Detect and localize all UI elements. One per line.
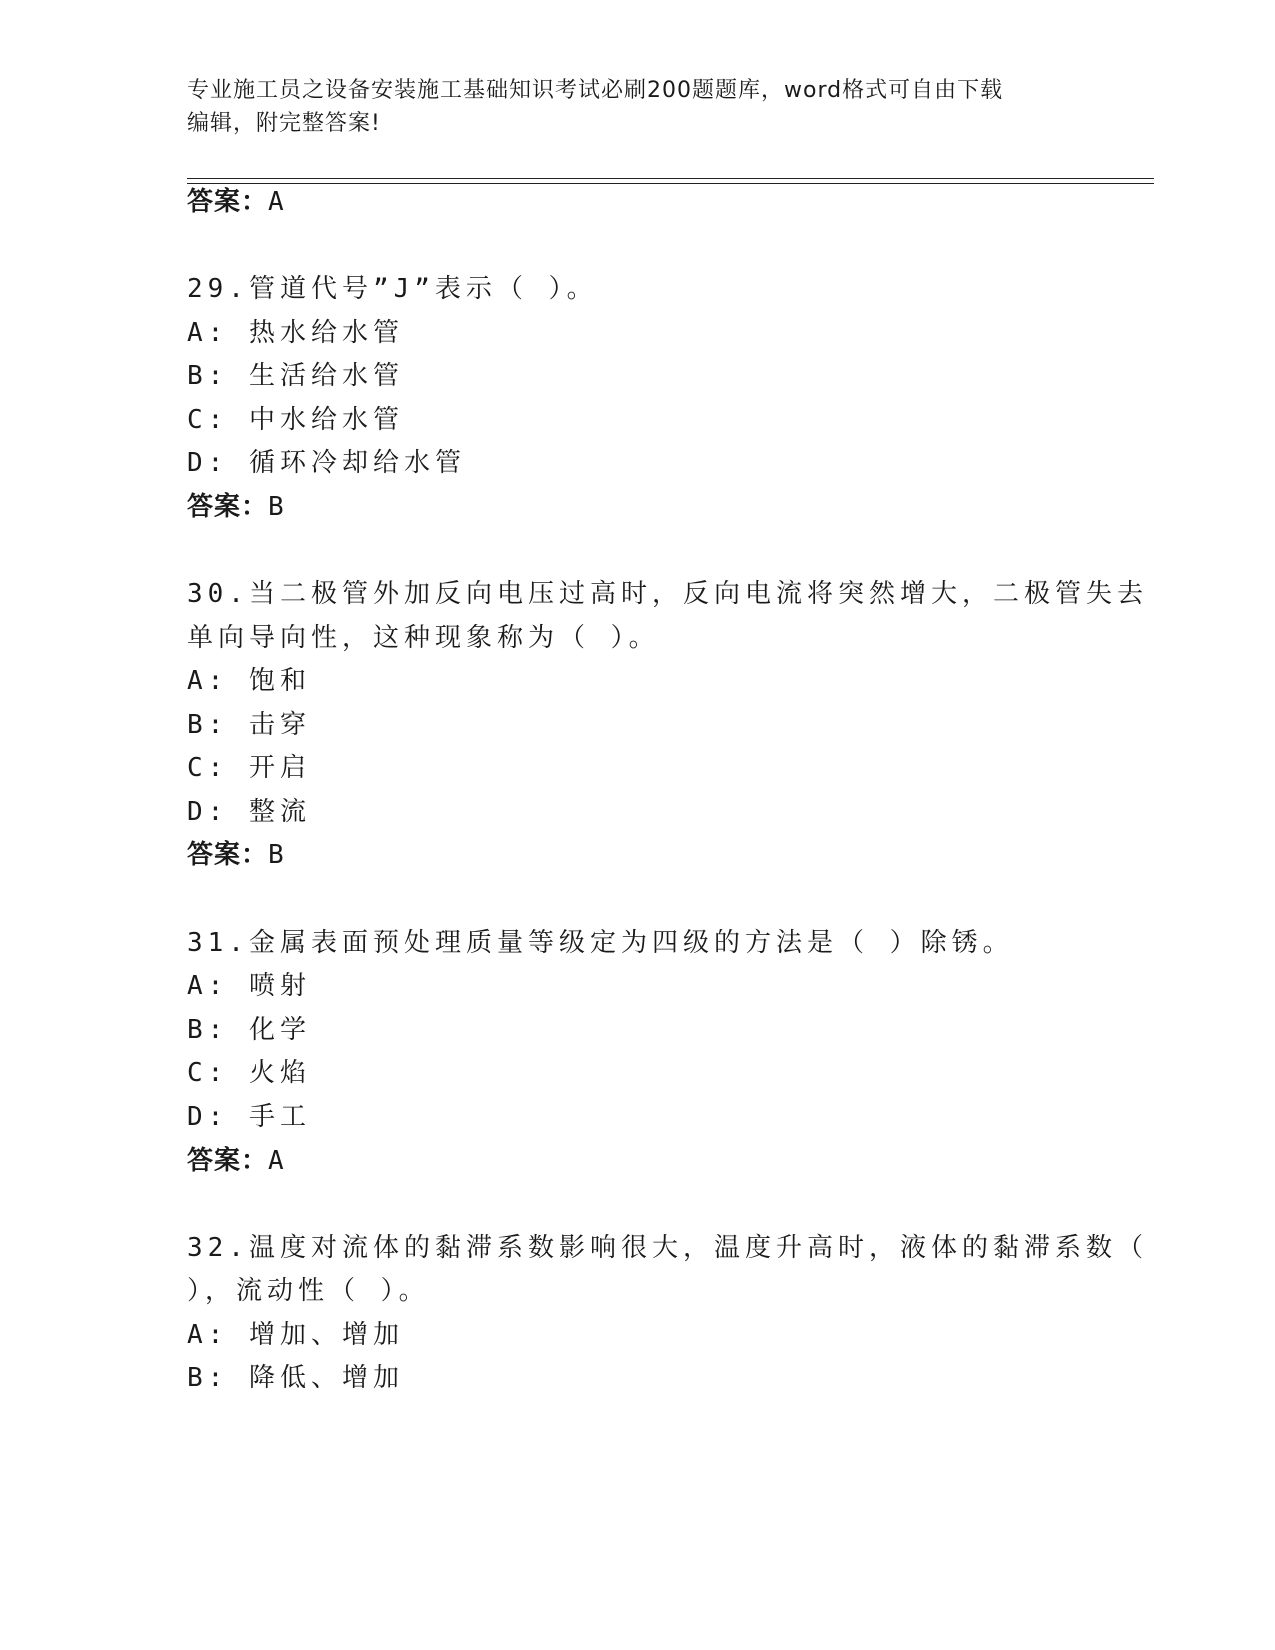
answer-label: 答案： — [187, 840, 269, 870]
question-29-stem: 29.管道代号”J”表示（ ）。 — [187, 274, 598, 304]
answer-value: B — [268, 840, 285, 870]
question-29-option-c: C: 中水给水管 — [187, 405, 404, 435]
question-31-option-d: D: 手工 — [187, 1102, 311, 1132]
question-30-option-c: C: 开启 — [187, 753, 311, 783]
question-31-option-c: C: 火焰 — [187, 1058, 311, 1088]
answer-value: B — [268, 492, 285, 522]
answer-31 — [187, 1145, 285, 1177]
question-30-option-d: D: 整流 — [187, 797, 311, 827]
question-30-stem-line-1: 30.当二极管外加反向电压过高时，反向电流将突然增大，二极管失去 — [187, 579, 1148, 609]
header-line-1: 专业施工员之设备安装施工基础知识考试必刷200题题库，word格式可自由下载 — [187, 78, 1004, 103]
header-line-2: 编辑，附完整答案! — [187, 111, 381, 136]
question-29-option-b: B: 生活给水管 — [187, 361, 404, 391]
question-29-option-d: D: 循环冷却给水管 — [187, 448, 466, 478]
question-32-stem-line-2: ），流动性（ ）。 — [187, 1276, 430, 1306]
question-31-stem: 31.金属表面预处理质量等级定为四级的方法是（ ）除锈。 — [187, 928, 1014, 958]
question-32-option-b: B: 降低、增加 — [187, 1363, 404, 1393]
answer-29 — [187, 491, 285, 523]
answer-label: 答案： — [187, 1146, 269, 1176]
answer-label: 答案： — [187, 187, 269, 217]
document-header — [187, 74, 1087, 140]
question-32-stem-line-1: 32.温度对流体的黏滞系数影响很大，温度升高时，液体的黏滞系数（ — [187, 1233, 1148, 1263]
header-rule-bottom — [187, 183, 1154, 184]
question-31-option-a: A: 喷射 — [187, 971, 311, 1001]
answer-value: A — [268, 1146, 285, 1176]
answer-30 — [187, 839, 285, 871]
header-rule-top — [187, 178, 1154, 179]
question-32-option-a: A: 增加、增加 — [187, 1320, 404, 1350]
question-30-option-a: A: 饱和 — [187, 666, 311, 696]
answer-label: 答案： — [187, 492, 269, 522]
question-30-option-b: B: 击穿 — [187, 710, 311, 740]
answer-28 — [187, 186, 285, 218]
question-31-option-b: B: 化学 — [187, 1015, 311, 1045]
answer-value: A — [268, 187, 285, 217]
question-30-stem-line-2: 单向导向性，这种现象称为（ ）。 — [187, 623, 660, 653]
question-29-option-a: A: 热水给水管 — [187, 318, 404, 348]
